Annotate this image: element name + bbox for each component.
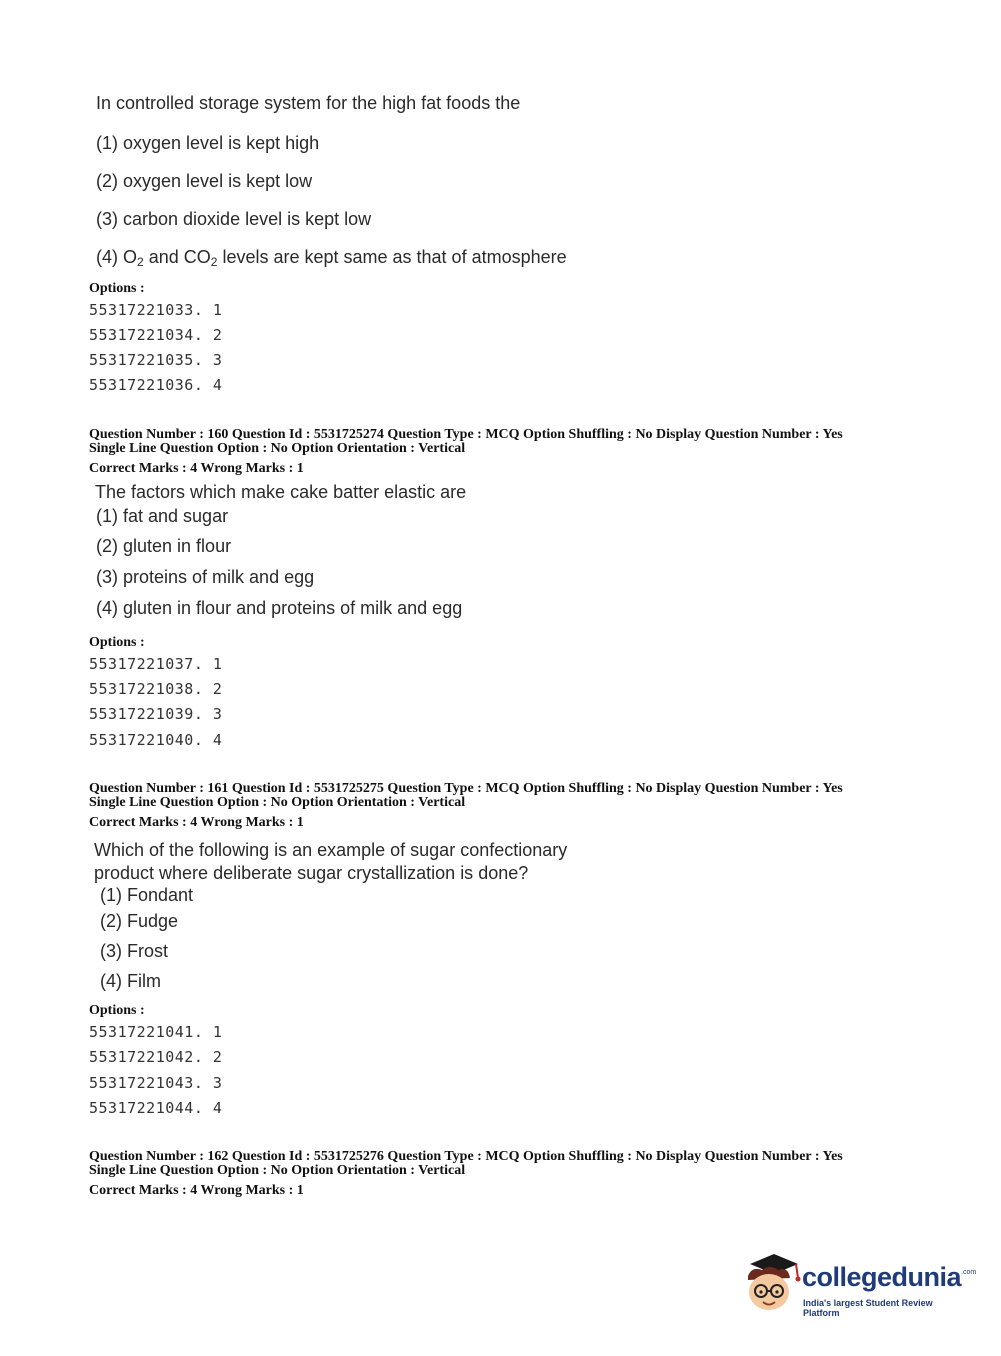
- answer-choice-1: (1) oxygen level is kept high: [96, 133, 320, 153]
- question-meta-line-2: Single Line Question Option : No Option Orientation : Vertical: [89, 795, 466, 810]
- answer-choice-4: (4) gluten in flour and proteins of milk and egg: [96, 598, 463, 618]
- answer-choice-3: (3) proteins of milk and egg: [96, 567, 315, 587]
- option-id: 55317221033. 1: [89, 301, 223, 319]
- mascot-icon: [740, 1250, 802, 1316]
- question-marks: Correct Marks : 4 Wrong Marks : 1: [89, 815, 304, 830]
- choice-4-text-b: and CO: [143, 247, 211, 267]
- answer-choice-3: (3) carbon dioxide level is kept low: [96, 209, 372, 229]
- question-meta-line-1: Question Number : 162 Question Id : 5531725276 Question Type : MCQ Option Shuffling : No Display Question Number : Yes: [89, 1149, 843, 1164]
- question-meta-line-2: Single Line Question Option : No Option Orientation : Vertical: [89, 441, 466, 456]
- answer-choice-1: (1) fat and sugar: [96, 506, 229, 526]
- question-stem-line-1: Which of the following is an example of sugar confectionary: [94, 840, 568, 860]
- option-id: 55317221044. 4: [89, 1099, 223, 1117]
- answer-choice-4: (4) Film: [100, 971, 161, 991]
- answer-choice-2: (2) oxygen level is kept low: [96, 171, 313, 191]
- question-marks: Correct Marks : 4 Wrong Marks : 1: [89, 461, 304, 476]
- option-id: 55317221043. 3: [89, 1074, 223, 1092]
- question-stem: In controlled storage system for the high fat foods the: [96, 93, 521, 113]
- option-id: 55317221037. 1: [89, 655, 223, 673]
- question-stem-line-2: product where deliberate sugar crystallization is done?: [94, 863, 529, 883]
- answer-choice-2: (2) gluten in flour: [96, 536, 232, 556]
- options-label: Options :: [89, 635, 145, 650]
- subscript-2: 2: [210, 255, 218, 269]
- option-id: 55317221036. 4: [89, 376, 223, 394]
- subscript-2: 2: [137, 255, 144, 269]
- option-id: 55317221034. 2: [89, 326, 223, 344]
- collegedunia-logo: [740, 1250, 977, 1320]
- options-label: Options :: [89, 281, 145, 296]
- question-meta-line-1: Question Number : 160 Question Id : 5531725274 Question Type : MCQ Option Shuffling : No Display Question Number : Yes: [89, 427, 843, 442]
- answer-choice-4: [96, 247, 567, 269]
- answer-choice-2: (2) Fudge: [100, 911, 179, 931]
- answer-choice-1: (1) Fondant: [100, 885, 194, 905]
- question-marks: Correct Marks : 4 Wrong Marks : 1: [89, 1183, 304, 1198]
- logo-tagline: India's largest Student Review Platform: [803, 1298, 933, 1318]
- logo-dotcom: .com: [961, 1269, 977, 1276]
- options-label: Options :: [89, 1003, 145, 1018]
- option-id: 55317221035. 3: [89, 351, 223, 369]
- option-id: 55317221039. 3: [89, 705, 223, 723]
- question-meta-line-1: Question Number : 161 Question Id : 5531725275 Question Type : MCQ Option Shuffling : No Display Question Number : Yes: [89, 781, 843, 796]
- option-id: 55317221040. 4: [89, 731, 223, 749]
- logo-word-text: collegedunia: [802, 1262, 962, 1292]
- logo-wordmark: [802, 1262, 976, 1293]
- answer-choice-3: (3) Frost: [100, 941, 169, 961]
- choice-4-text-a: (4) O: [96, 247, 138, 267]
- question-stem: The factors which make cake batter elastic are: [95, 482, 467, 502]
- choice-4-text-c: levels are kept same as that of atmosphere: [217, 247, 567, 267]
- question-meta-line-2: Single Line Question Option : No Option Orientation : Vertical: [89, 1163, 466, 1178]
- option-id: 55317221042. 2: [89, 1048, 223, 1066]
- option-id: 55317221038. 2: [89, 680, 223, 698]
- option-id: 55317221041. 1: [89, 1023, 223, 1041]
